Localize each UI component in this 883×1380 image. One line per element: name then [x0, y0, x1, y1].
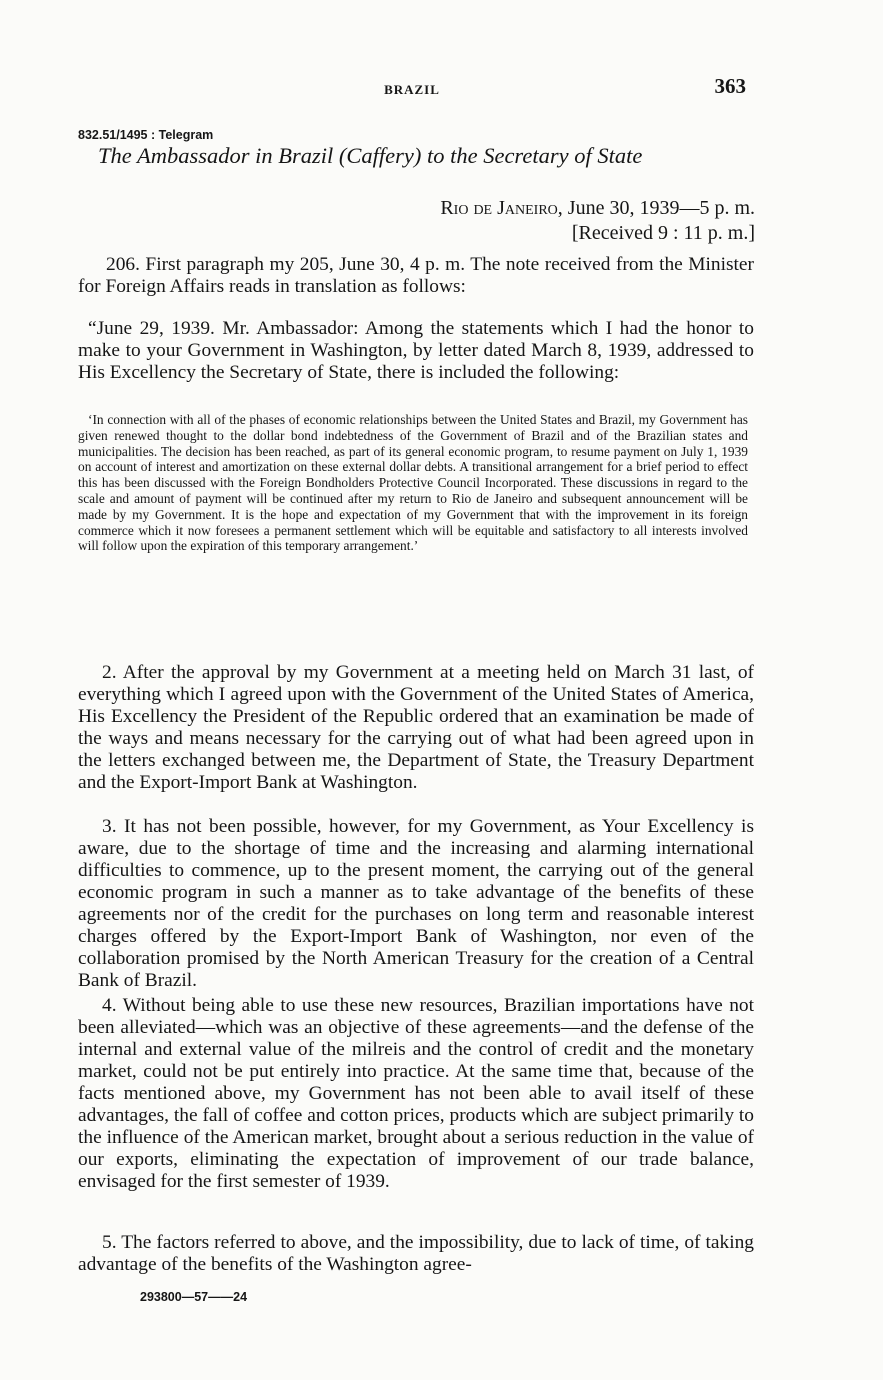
file-number: 832.51/1495 : Telegram — [78, 128, 214, 142]
document-title: The Ambassador in Brazil (Caffery) to the Secretary of State — [98, 143, 643, 168]
paragraph-quote-open: “June 29, 1939. Mr. Ambassador: Among the statements which I had the honor to make to your Government in Washington, by letter dated March 8, 1939, addressed to His Excellency the Secretary of State, there is included the following: — [78, 318, 754, 383]
paragraph-4: 4. Without being able to use these new resources, Brazilian importations have not been alleviated—which was an objective of these agreements—and the defense of the internal and external value of the milreis and the control of credit and the monetary market, could not be put entirely into practice. At the same time that, because of the facts mentioned above, my Government has not been able to avail itself of these advantages, the fall of coffee and cotton prices, products which are subject primarily to the influence of the American market, brought about a serious reduction in the value of our exports, eliminating the expectation of improvement of our trade balance, envisaged for the first semester of 1939. — [78, 995, 754, 1192]
dateline-date: , June 30, 1939—5 p. m. — [557, 197, 755, 219]
dateline-received: [Received 9 : 11 p. m.] — [571, 222, 755, 244]
block-quote: ‘In connection with all of the phases of economic relationships between the United States and Brazil, my Government has given renewed thought to the dollar bond indebtedness of the Government of Brazil and of the Brazilian states and municipalities. The decision has been reached, as part of its general economic program, to resume payment on July 1, 1939 on account of interest and amortization on these external dollar debts. A transitional arrangement for a brief period to effect this has been discussed with the Foreign Bondholders Protective Council Incorporated. These discussions in regard to the scale and amount of payment will be continued after my return to Rio de Janeiro and subsequent announcement will be made by my Government. It is the hope and expectation of my Government that with the improvement in its foreign commerce which it now foresees a permanent settlement which will be equitable and satisfactory to all interests involved will follow upon the expiration of this temporary arrangement.’ — [78, 412, 748, 554]
running-head — [78, 76, 746, 102]
paragraph-3: 3. It has not been possible, however, for my Government, as Your Excellency is aware, due to the shortage of time and the increasing and alarming international difficulties to commence, up to the present moment, the carrying out of the general economic program in such a manner as to take advantage of the benefits of these agreements nor of the credit for the purchases on long term and reasonable interest charges offered by the Export-Import Bank of Washington, nor even of the collaboration promised by the North American Treasury for the creation of a Central Bank of Brazil. — [78, 816, 754, 991]
paragraph-2: 2. After the approval by my Government at a meeting held on March 31 last, of everything which I agreed upon with the Government of the United States of America, His Excellency the President of the Republic ordered that an examination be made of the ways and means necessary for the carrying out of what had been agreed upon in the letters exchanged between me, the Department of State, the Treasury Department and the Export-Import Bank at Washington. — [78, 662, 754, 793]
page-number: 363 — [714, 74, 746, 98]
paragraph-intro: 206. First paragraph my 205, June 30, 4 p. m. The note received from the Minister for Foreign Affairs reads in translation as follows: — [78, 254, 754, 297]
dateline — [440, 196, 755, 246]
dateline-place: Rio de Janeiro — [440, 197, 558, 219]
running-title: BRAZIL — [384, 82, 440, 97]
dateline-sent — [440, 196, 755, 221]
printer-signature-code: 293800—57——24 — [140, 1290, 248, 1304]
paragraph-5: 5. The factors referred to above, and the impossibility, due to lack of time, of taking advantage of the benefits of the Washington agree- — [78, 1232, 754, 1275]
